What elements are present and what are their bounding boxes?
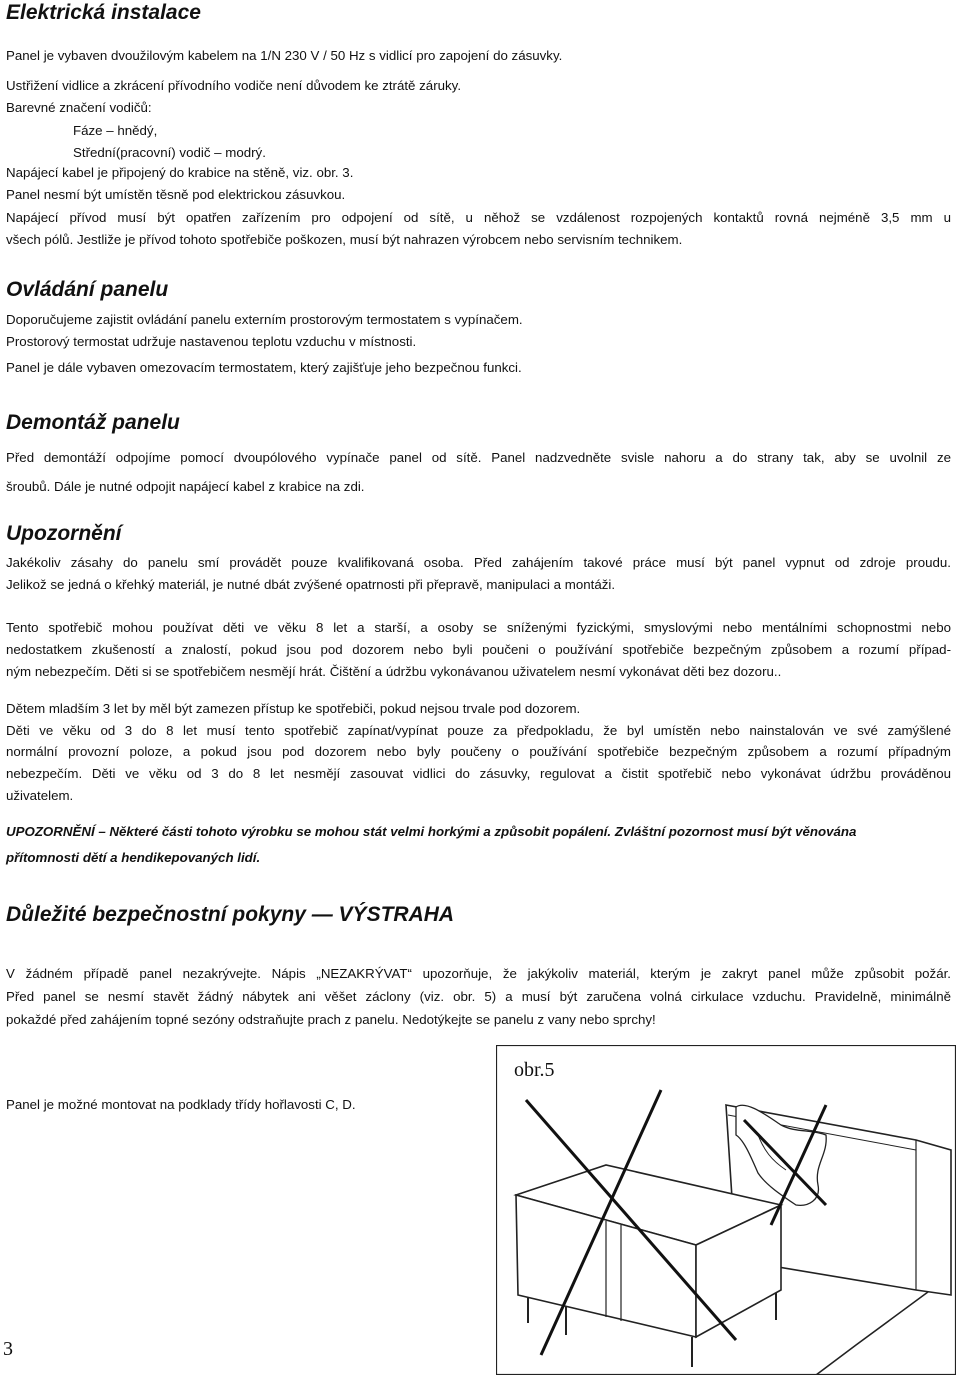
- figure-label: obr.5: [514, 1059, 555, 1081]
- paragraph-line: Střední(pracovní) vodič – modrý.: [73, 145, 266, 160]
- paragraph-line: V žádném případě panel nezakrývejte. Nápis „NEZAKRÝVAT“ upozorňuje, že jakýkoliv materiál, kterým je zakryt panel může způsobit požár.: [6, 966, 951, 981]
- paragraph-line: všech pólů. Jestliže je přívod tohoto spotřebiče poškozen, musí být nahrazen výrobcem nebo servisním technikem.: [6, 232, 683, 247]
- warning-line: přítomnosti dětí a hendikepovaných lidí.: [6, 850, 261, 865]
- paragraph-line: pokaždé před zahájením topné sezóny odstraňujte prach z panelu. Nedotýkejte se panelu z vany nebo sprchy!: [6, 1012, 656, 1027]
- heading-elektricka-instalace: Elektrická instalace: [6, 1, 201, 24]
- paragraph-line: šroubů. Dále je nutné odpojit napájecí kabel z krabice na zdi.: [6, 479, 365, 494]
- warning-line: UPOZORNĚNÍ – Některé části tohoto výrobku se mohou stát velmi horkými a způsobit popálení. Zvláštní pozornost musí být věnována: [6, 824, 857, 839]
- paragraph-line: ným nebezpečím. Děti si se spotřebičem nesmějí hrát. Čištění a údržbu vykonávanou uživatelem nesmí vykonávat děti bez dozoru..: [6, 664, 782, 679]
- paragraph-line: nedostatkem zkušeností a znalostí, pokud jsou pod dozorem nebo byli poučeni o používání spotřebiče bezpečným způsobem a rozumí případ-: [6, 642, 951, 657]
- paragraph-line: normální provozní poloze, a pokud jsou pod dozorem nebo byly poučeny o používání spotřebiče bezpečným způsobem a rozumí případným: [6, 744, 951, 759]
- paragraph-line: Fáze – hnědý,: [73, 123, 158, 138]
- paragraph-line: Před panel se nesmí stavět žádný nábytek ani věšet záclony (viz. obr. 5) a musí být zaručena volná cirkulace vzduchu. Pravidelně, minimálně: [6, 989, 951, 1004]
- paragraph-line: Napájecí přívod musí být opatřen zařízením pro odpojení od sítě, u něhož se vzdálenost rozpojených kontaktů rovná nejméně 3,5 mm u: [6, 210, 951, 225]
- figure-obr5: [496, 1045, 956, 1375]
- paragraph-line: Dětem mladším 3 let by měl být zamezen přístup ke spotřebiči, pokud nejsou trvale pod dozorem.: [6, 701, 581, 716]
- mounting-note: Panel je možné montovat na podklady třídy hořlavosti C, D.: [6, 1097, 356, 1112]
- paragraph-line: Tento spotřebič mohou používat děti ve věku 8 let a starší, a osoby se sníženými fyzickými, smyslovými nebo mentálními schopnostmi nebo: [6, 620, 951, 635]
- paragraph-line: Panel je vybaven dvoužilovým kabelem na 1/N 230 V / 50 Hz s vidlicí pro zapojení do zásuvky.: [6, 48, 563, 63]
- heading-ovladani-panelu: Ovládání panelu: [6, 278, 169, 301]
- paragraph-line: uživatelem.: [6, 788, 74, 803]
- paragraph-line: Doporučujeme zajistit ovládání panelu externím prostorovým termostatem s vypínačem.: [6, 312, 523, 327]
- paragraph-line: Jakékoliv zásahy do panelu smí provádět pouze kvalifikovaná osoba. Před zahájením takové práce musí být panel vypnut od zdroje proudu.: [6, 555, 951, 570]
- furniture-illustration: [496, 1045, 956, 1375]
- paragraph-line: Panel nesmí být umístěn těsně pod elektrickou zásuvkou.: [6, 187, 346, 202]
- heading-demontaz-panelu: Demontáž panelu: [6, 411, 180, 434]
- paragraph-line: Panel je dále vybaven omezovacím termostatem, který zajišťuje jeho bezpečnou funkci.: [6, 360, 522, 375]
- heading-upozorneni: Upozornění: [6, 522, 122, 545]
- paragraph-line: Ustřižení vidlice a zkrácení přívodního vodiče není důvodem ke ztrátě záruky.: [6, 78, 462, 93]
- paragraph-line: nebezpečím. Děti ve věku od 3 do 8 let nesmějí zasouvat vidlici do zásuvky, regulovat a čistit spotřebič nebo vykonávat údržbu prováděnou: [6, 766, 951, 781]
- paragraph-line: Jelikož se jedná o křehký materiál, je nutné dbát zvýšené opatrnosti při přepravě, manipulaci a montáži.: [6, 577, 616, 592]
- paragraph-line: Napájecí kabel je připojený do krabice na stěně, viz. obr. 3.: [6, 165, 354, 180]
- paragraph-line: Děti ve věku od 3 do 8 let musí tento spotřebič zapínat/vypínat pouze za předpokladu, že byl umístěn nebo nainstalován ve své zamýšlené: [6, 723, 951, 738]
- paragraph-line: Barevné značení vodičů:: [6, 100, 152, 115]
- page-number: 3: [3, 1338, 13, 1360]
- paragraph-line: Prostorový termostat udržuje nastavenou teplotu vzduchu v místnosti.: [6, 334, 417, 349]
- heading-bezpecnostni-pokyny: Důležité bezpečnostní pokyny — VÝSTRAHA: [6, 903, 455, 926]
- paragraph-line: Před demontáží odpojíme pomocí dvoupólového vypínače panel od sítě. Panel nadzvedněte svisle nahoru a do strany tak, aby se uvolnil ze: [6, 450, 951, 465]
